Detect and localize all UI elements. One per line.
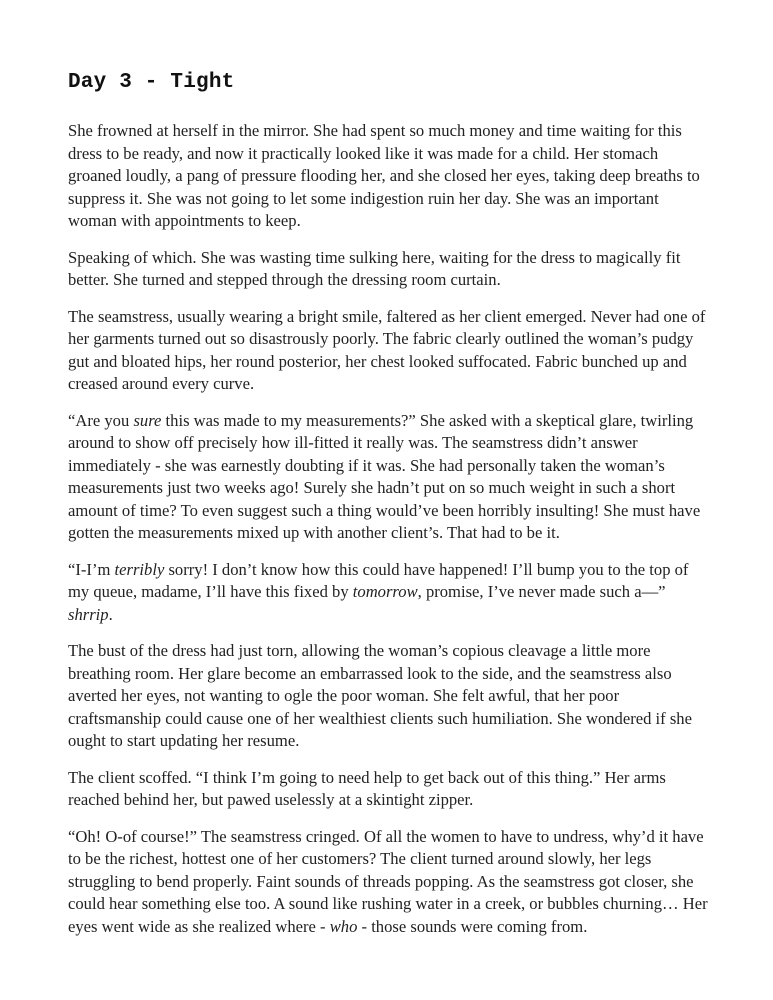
text-run: The client scoffed. “I think I’m going to need help to get back out of this thing.” Her arms reached behind her, but pawed uselessly at a skintight zipper. — [68, 767, 666, 809]
emphasis-text: who — [329, 916, 358, 936]
text-run: . — [108, 604, 113, 624]
document-body — [68, 120, 710, 938]
paragraph — [68, 826, 710, 939]
text-run: The seamstress, usually wearing a bright smile, faltered as her client emerged. Never had one of her garments turned out so disastrously poorly. The fabric clearly outlined the woman’s pudgy gut and bloated hips, her round posterior, her chest looked suffocated. Fabric bunched up and creased around every curve. — [68, 306, 706, 393]
text-run: “Are you — [68, 410, 134, 430]
paragraph — [68, 120, 710, 233]
paragraph — [68, 559, 710, 627]
text-run: “Oh! O-of course!” The seamstress cringed. Of all the women to have to undress, why’d it have to be the richest, hottest one of her customers? The client turned around slowly, her legs struggling to bend properly. Faint sounds of threads popping. As the seamstress got closer, she could hear something else too. A sound like rushing water in a creek, or bubbles churning… Her eyes went wide as she realized where - — [68, 826, 708, 936]
text-run: sorry! I don’t know how this could have happened! I’ll bump you to the top of my queue, madame, I’ll have this fixed by — [68, 559, 689, 601]
text-run: this was made to my measurements?” She asked with a skeptical glare, twirling around to show off precisely how ill-fitted it really was. The seamstress didn’t answer immediately - she was earnestly doubting if it was. She had personally taken the woman’s measurements just two weeks ago! Surely she hadn’t put on so much weight in such a short amount of time? To even suggest such a thing would’ve been horribly insulting! She must have gotten the measurements mixed up with another client’s. That had to be it. — [68, 410, 701, 542]
text-run: , promise, I’ve never made such a—” — [417, 582, 666, 601]
emphasis-text: sure — [133, 410, 162, 430]
paragraph — [68, 640, 710, 753]
text-run: “I-I’m — [68, 559, 115, 579]
emphasis-text: terribly — [114, 559, 165, 579]
text-run: - those sounds were coming from. — [357, 916, 588, 936]
text-run: Speaking of which. She was wasting time sulking here, waiting for the dress to magically fit better. She turned and stepped through the dressing room curtain. — [68, 247, 681, 289]
document-page — [68, 70, 710, 952]
paragraph — [68, 410, 710, 545]
paragraph — [68, 306, 710, 396]
document-title: Day 3 - Tight — [68, 71, 235, 94]
text-run: She frowned at herself in the mirror. She had spent so much money and time waiting for this dress to be ready, and now it practically looked like it was made for a child. Her stomach groaned loudly, a pang of pressure flooding her, and she closed her eyes, taking deep breaths to suppress it. She was not going to let some indigestion ruin her day. She was an important woman with appointments to keep. — [68, 121, 700, 230]
text-run: The bust of the dress had just torn, allowing the woman’s copious cleavage a little more breathing room. Her glare become an embarrassed look to the side, and the seamstress also averted her eyes, not wanting to ogle the poor woman. She felt awful, that her poor craftsmanship could cause one of her wealthiest clients such humiliation. She wondered if she ought to start updating her resume. — [68, 641, 692, 750]
paragraph — [68, 767, 710, 812]
emphasis-text: shrrip — [68, 604, 109, 624]
emphasis-text: tomorrow — [352, 582, 418, 601]
paragraph — [68, 247, 710, 292]
